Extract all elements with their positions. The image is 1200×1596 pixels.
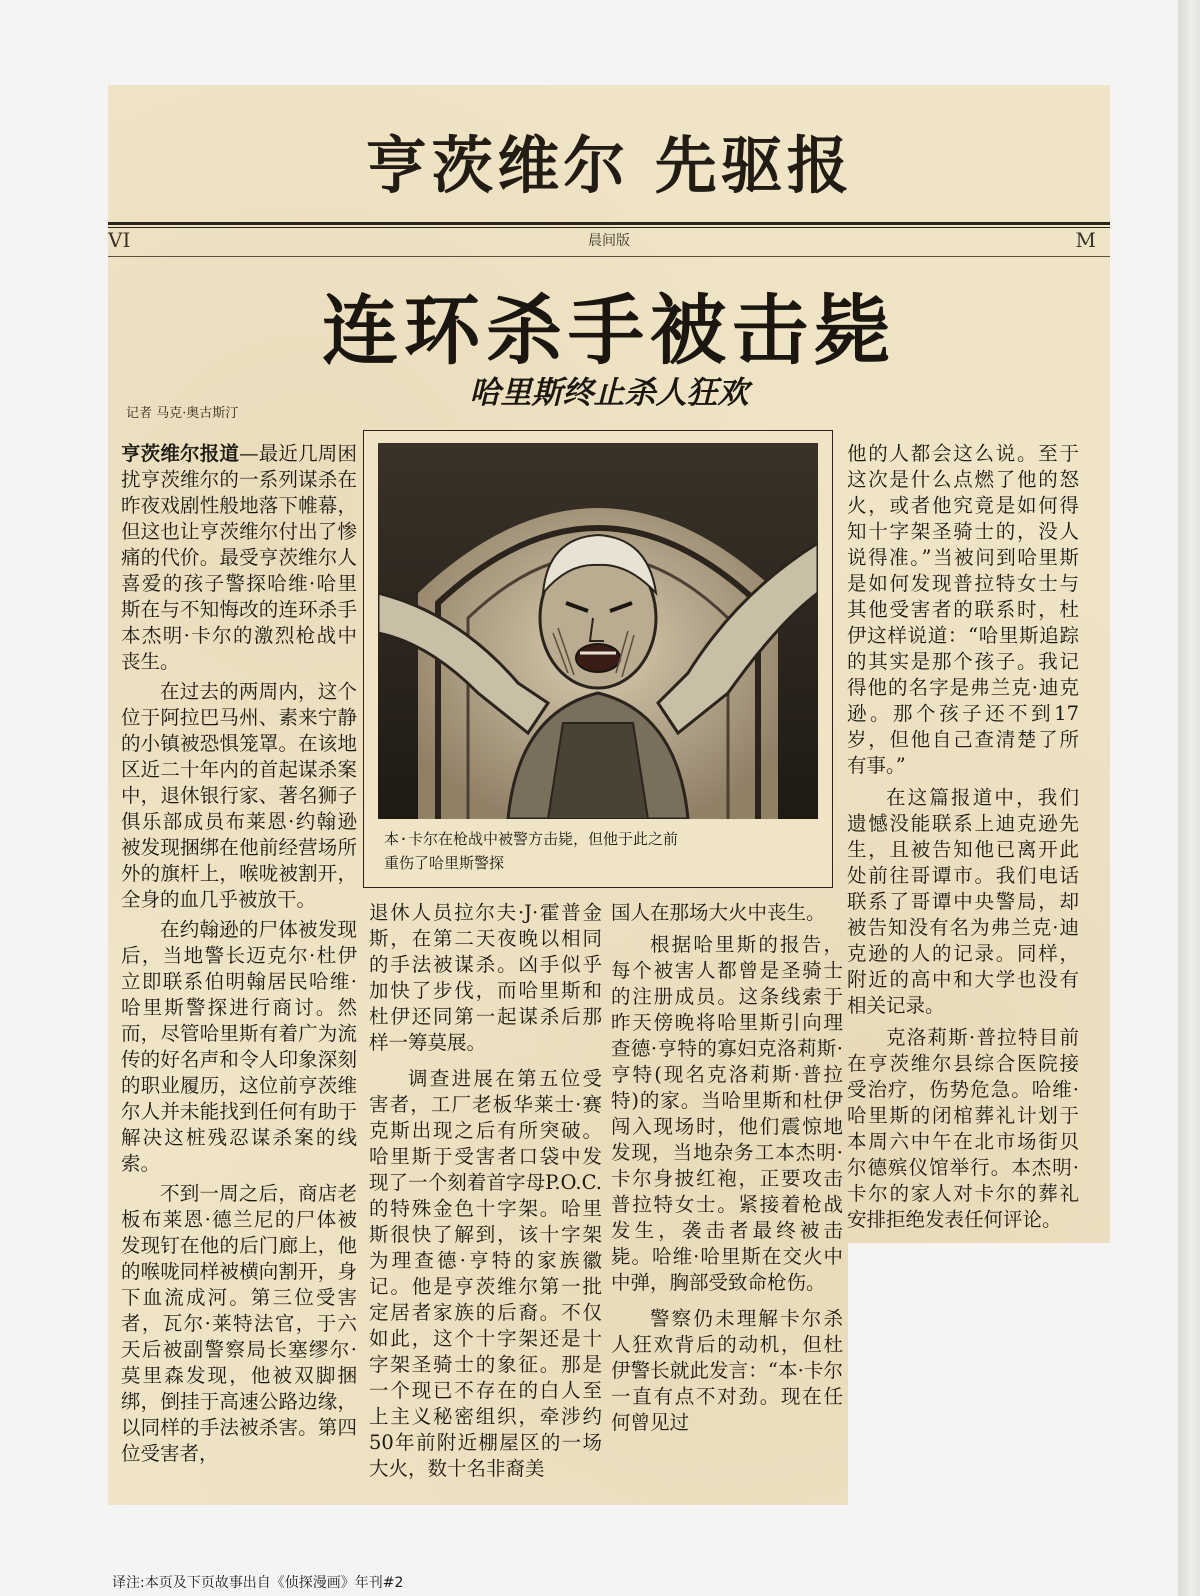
masthead bbox=[108, 100, 1110, 220]
paragraph: 不到一周之后，商店老板布莱恩·德兰尼的尸体被发现钉在他的后门廊上，他的喉咙同样被横向割开，身下血流成河。第三位受害者，瓦尔·莱特法官，于六天后被副警察局长塞缪尔·莫里森发现，他被双脚捆绑，倒挂于高速公路边缘，以同样的手法被杀害。第四位受害者， bbox=[121, 1182, 357, 1465]
byline: 记者 马克·奥古斯汀 bbox=[126, 406, 239, 421]
paragraph: 警察仍未理解卡尔杀人狂欢背后的动机，但杜伊警长就此发言：“本·卡尔一直有点不对劲。现在任何曾见过 bbox=[611, 1307, 843, 1434]
paragraph: 克洛莉斯·普拉特目前在亨茨维尔县综合医院接受治疗，伤势危急。哈维·哈里斯的闭棺葬礼计划于本周六中午在北市场街贝尔德殡仪馆举行。本杰明·卡尔的家人对卡尔的葬礼安排拒绝发表任何评论。 bbox=[847, 1026, 1079, 1231]
paragraph bbox=[121, 441, 357, 675]
headline: 连环杀手被击毙 bbox=[322, 286, 896, 375]
edition-label: 晨间版 bbox=[588, 233, 630, 249]
paragraph: 在这篇报道中，我们遗憾没能联系上迪克逊先生，且被告知他已离开此处前往哥谭市。我们电话联系了哥谭中央警局，却被告知没有名为弗兰克·迪克逊的人的记录。同样，附近的高中和大学也没有相关记录。 bbox=[847, 786, 1079, 1017]
paragraph: 国人在那场大火中丧生。 bbox=[611, 901, 826, 924]
article-column-1 bbox=[121, 441, 357, 1467]
subhead: 哈里斯终止杀人狂欢 bbox=[469, 375, 749, 411]
caption-line-2: 重伤了哈里斯警探 bbox=[384, 854, 505, 872]
edition-row bbox=[108, 228, 1110, 252]
edition-left: VI bbox=[108, 228, 131, 252]
paragraph: 调查进展在第五位受害者，工厂老板华莱士·赛克斯出现之后有所突破。哈里斯于受害者口袋中发现了一个刻着首字母P.O.C.的特殊金色十字架。哈里斯很快了解到，该十字架为理查德·亨特的家族徽记。他是亨茨维尔第一批定居者家族的后裔。不仅如此，这个十字架还是十字架圣骑士的象征。那是一个现已不存在的白人至上主义秘密组织，牵涉约50年前附近棚屋区的一场大火，数十名非裔美 bbox=[369, 1067, 602, 1480]
paragraph: 根据哈里斯的报告，每个被害人都曾是圣骑士的注册成员。这条线索于昨天傍晚将哈里斯引向理查德·亨特的寡妇克洛莉斯·亨特(现名克洛莉斯·普拉特)的家。当哈里斯和杜伊闯入现场时，他们震惊地发现，当地杂务工本杰明·卡尔身披红袍，正要攻击普拉特女士。紧接着枪战发生，袭击者最终被击毙。哈维·哈里斯在交火中中弹，胸部受致命枪伤。 bbox=[611, 933, 843, 1294]
paragraph: 在约翰逊的尸体被发现后，当地警长迈克尔·杜伊立即联系伯明翰居民哈维·哈里斯警探进行商讨。然而，尽管哈里斯有着广为流传的好名声和令人印象深刻的职业履历，这位前亨茨维尔人并未能找到任何有助于解决这桩残忍谋杀案的线索。 bbox=[121, 918, 357, 1175]
paragraph: 在过去的两周内，这个位于阿拉巴马州、素来宁静的小镇被恐惧笼罩。在该地区近二十年内的首起谋杀案中，退休银行家、著名狮子俱乐部成员布莱恩·约翰逊被发现捆绑在他前经营场所外的旗杆上，喉咙被割开，全身的血几乎被放干。 bbox=[121, 680, 357, 911]
edition-rule bbox=[108, 256, 1110, 257]
dateline: 亨茨维尔报道 bbox=[121, 442, 240, 465]
translator-note: 译注:本页及下页故事出自《侦探漫画》年刊#2 bbox=[112, 1575, 404, 1591]
paragraph: 退休人员拉尔夫·J·霍普金斯，在第二天夜晚以相同的手法被谋杀。凶手似乎加快了步伐，而哈里斯和杜伊还同第一起谋杀后那样一筹莫展。 bbox=[369, 901, 602, 1054]
comic-illustration-art bbox=[378, 443, 818, 819]
edition-right: M bbox=[1075, 228, 1096, 252]
photo-caption bbox=[384, 827, 814, 875]
article-column-4 bbox=[847, 441, 1079, 1233]
caption-line-1: 本·卡尔在枪战中被警方击毙，但他于此之前 bbox=[384, 830, 679, 848]
photo-box bbox=[363, 430, 833, 888]
masthead-title: 亨茨维尔 先驱报 bbox=[365, 128, 853, 202]
article-column-2 bbox=[369, 900, 602, 1482]
comic-illustration bbox=[378, 443, 818, 819]
paragraph: 他的人都会这么说。至于这次是什么点燃了他的怒火，或者他究竟是如何得知十字架圣骑士的，没人说得准。”当被问到哈里斯是如何发现普拉特女士与其他受害者的联系时，杜伊这样说道：“哈里斯追踪的其实是那个孩子。我记得他的名字是弗兰克·迪克逊。那个孩子还不到17岁，但他自己查清楚了所有事。” bbox=[847, 442, 1079, 777]
page-edge bbox=[1178, 0, 1200, 1596]
paragraph-text: —最近几周困扰亨茨维尔的一系列谋杀在昨夜戏剧性般地落下帷幕，但这也让亨茨维尔付出了惨痛的代价。最受亨茨维尔人喜爱的孩子警探哈维·哈里斯在与不知悔改的连环杀手本杰明·卡尔的激烈枪战中丧生。 bbox=[121, 442, 357, 673]
article-column-3 bbox=[611, 900, 843, 1436]
